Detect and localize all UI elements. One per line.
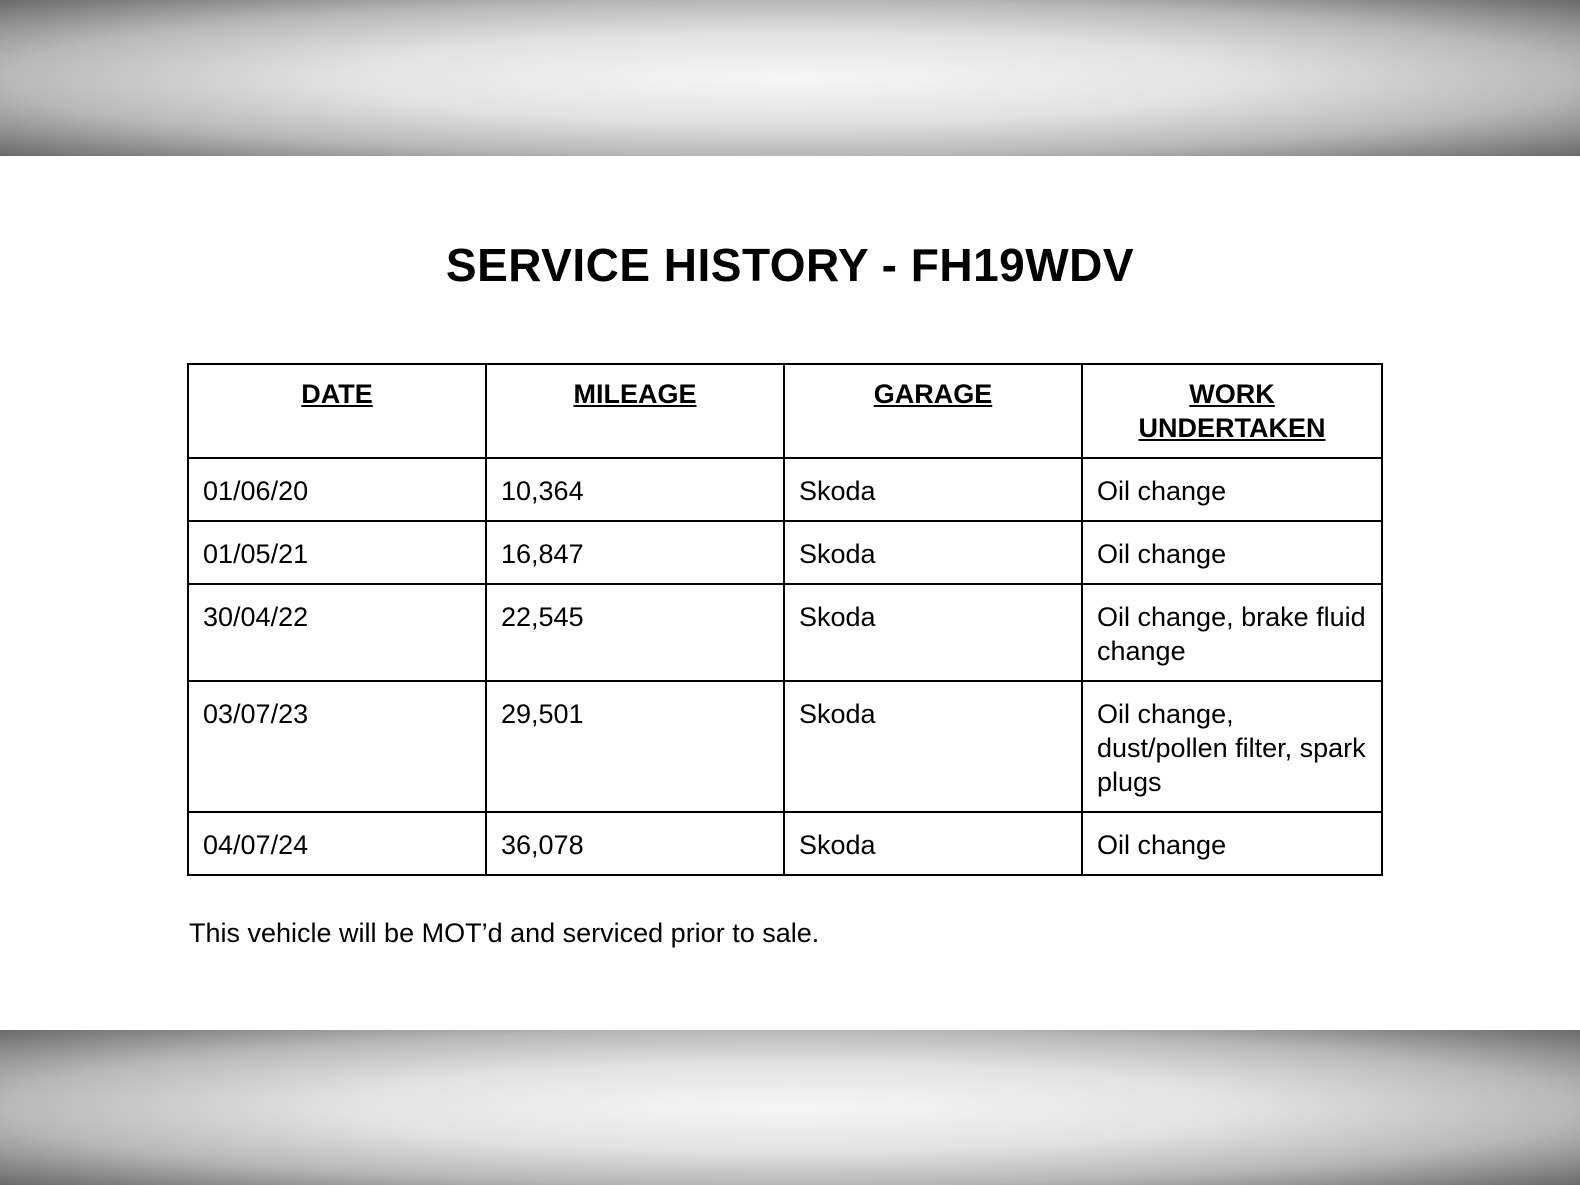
table-row bbox=[188, 521, 1382, 584]
cell-date: 01/05/21 bbox=[188, 521, 486, 584]
cell-mileage: 36,078 bbox=[486, 812, 784, 875]
cell-garage: Skoda bbox=[784, 812, 1082, 875]
cell-garage: Skoda bbox=[784, 681, 1082, 812]
cell-work: Oil change bbox=[1082, 812, 1382, 875]
cell-garage: Skoda bbox=[784, 458, 1082, 521]
document-page bbox=[0, 156, 1580, 1030]
column-header-garage: GARAGE bbox=[784, 364, 1082, 458]
table-header-row bbox=[188, 364, 1382, 458]
table-row bbox=[188, 584, 1382, 681]
cell-work: Oil change, brake fluid change bbox=[1082, 584, 1382, 681]
cell-mileage: 10,364 bbox=[486, 458, 784, 521]
column-header-mileage: MILEAGE bbox=[486, 364, 784, 458]
bottom-vignette-band bbox=[0, 1030, 1580, 1185]
cell-work: Oil change bbox=[1082, 458, 1382, 521]
table-row bbox=[188, 812, 1382, 875]
table-row bbox=[188, 681, 1382, 812]
cell-date: 03/07/23 bbox=[188, 681, 486, 812]
cell-work: Oil change, dust/pollen filter, spark plugs bbox=[1082, 681, 1382, 812]
service-history-table bbox=[187, 363, 1383, 876]
column-header-date: DATE bbox=[188, 364, 486, 458]
cell-garage: Skoda bbox=[784, 521, 1082, 584]
column-header-work-undertaken: WORK UNDERTAKEN bbox=[1082, 364, 1382, 458]
cell-mileage: 29,501 bbox=[486, 681, 784, 812]
cell-mileage: 16,847 bbox=[486, 521, 784, 584]
top-vignette-band bbox=[0, 0, 1580, 156]
table-row bbox=[188, 458, 1382, 521]
cell-work: Oil change bbox=[1082, 521, 1382, 584]
sale-note: This vehicle will be MOT’d and serviced prior to sale. bbox=[189, 918, 820, 948]
cell-garage: Skoda bbox=[784, 584, 1082, 681]
cell-mileage: 22,545 bbox=[486, 584, 784, 681]
cell-date: 30/04/22 bbox=[188, 584, 486, 681]
cell-date: 04/07/24 bbox=[188, 812, 486, 875]
page-title: SERVICE HISTORY - FH19WDV bbox=[445, 239, 1135, 291]
cell-date: 01/06/20 bbox=[188, 458, 486, 521]
